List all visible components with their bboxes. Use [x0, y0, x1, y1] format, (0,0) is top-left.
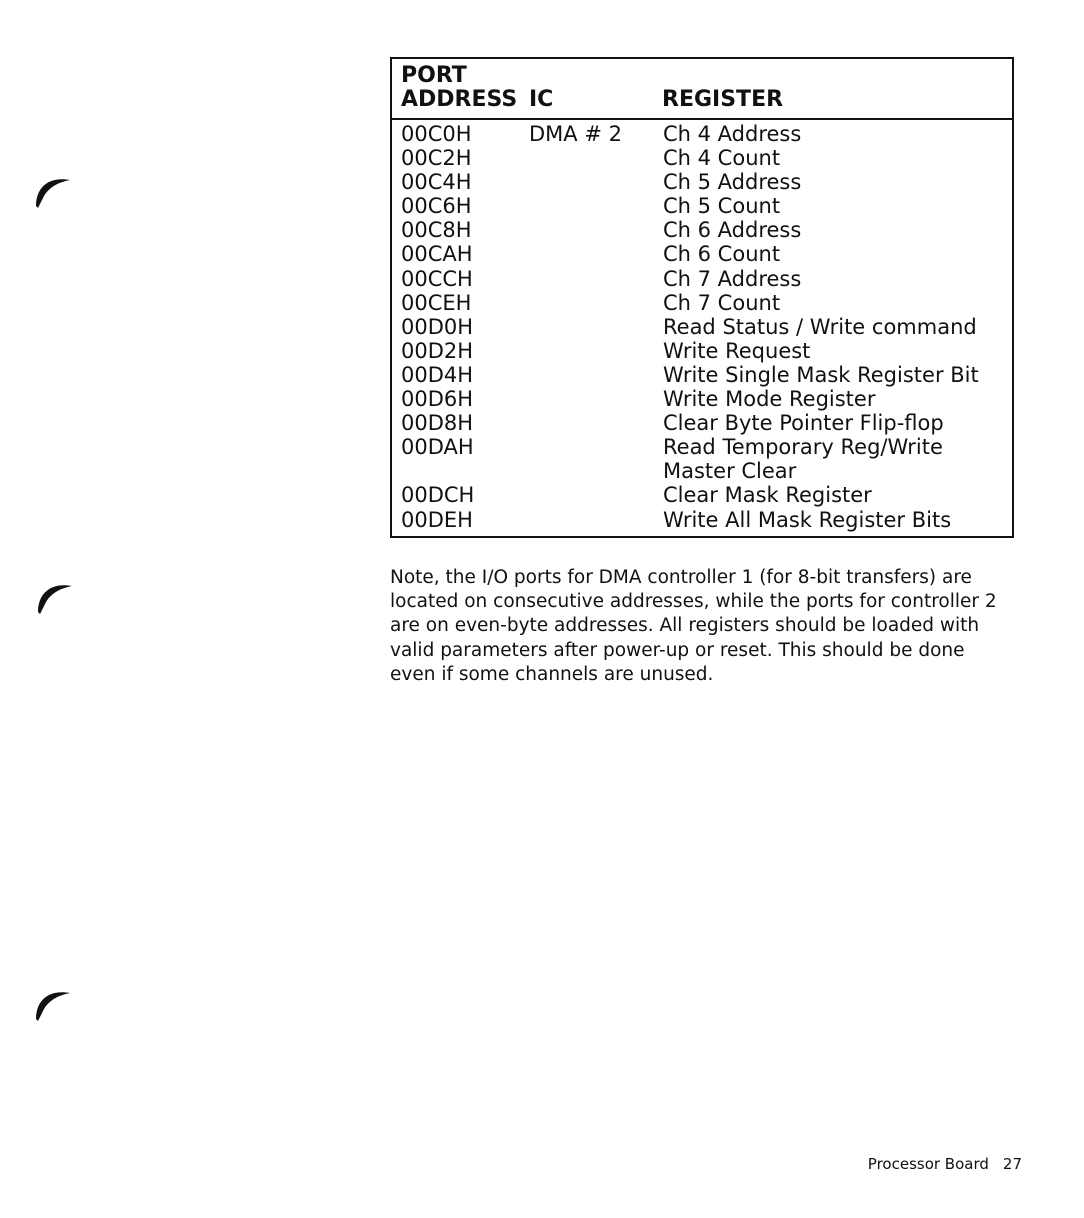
binder-hole-icon [34, 170, 74, 210]
header-address: ADDRESS [401, 87, 518, 112]
table-row [392, 339, 1012, 363]
table-body [392, 120, 1012, 532]
table-row [392, 411, 1012, 435]
footer-section-title: Processor Board [867, 1155, 989, 1173]
port-register-table [390, 57, 1014, 538]
header-ic: IC [529, 87, 554, 112]
header-port: PORT [401, 63, 467, 88]
register-cell: Ch 4 Address [663, 122, 802, 146]
register-cell: Ch 4 Count [663, 146, 781, 171]
register-cell: Write All Mask Register Bits [663, 507, 952, 532]
register-cell: Ch 7 Count [663, 290, 781, 315]
binder-hole-icon [36, 576, 76, 616]
port-address-cell: 00D2H [401, 338, 474, 363]
table-row [392, 315, 1012, 339]
ic-cell: DMA # 2 [529, 122, 622, 146]
port-address-cell: 00DEH [401, 507, 473, 532]
page-number: 27 [1002, 1155, 1022, 1173]
port-address-cell: 00C2H [401, 146, 472, 171]
register-cell: Write Single Mask Register Bit [663, 362, 979, 387]
port-address-cell: 00DAH [401, 435, 474, 460]
table-row [392, 267, 1012, 291]
port-address-cell: 00CEH [401, 290, 472, 315]
register-cell: Ch 7 Address [663, 266, 802, 291]
table-row [392, 483, 1012, 507]
table-row [392, 122, 1012, 146]
binder-hole-icon [34, 983, 74, 1023]
table-row [392, 291, 1012, 315]
table-row [392, 194, 1012, 218]
port-address-cell: 00D8H [401, 411, 474, 436]
binder-hole-mark-top [34, 170, 74, 210]
table-row [392, 218, 1012, 242]
register-cell: Write Request [663, 338, 811, 363]
port-address-cell: 00D4H [401, 362, 474, 387]
register-cell: Ch 6 Count [663, 242, 781, 267]
port-address-cell: 00C4H [401, 170, 472, 195]
register-cell: Read Status / Write command [663, 314, 977, 339]
table-row [392, 242, 1012, 266]
register-cell: Clear Mask Register [663, 483, 872, 508]
register-cell: Read Temporary Reg/Write Master Clear [663, 435, 943, 484]
register-cell: Write Mode Register [663, 387, 876, 412]
port-address-cell: 00D6H [401, 387, 474, 412]
register-cell: Clear Byte Pointer Flip-flop [663, 411, 944, 436]
table-row [392, 170, 1012, 194]
binder-hole-mark-bottom [34, 983, 74, 1023]
table-row [392, 387, 1012, 411]
table-row [392, 435, 1012, 483]
port-address-cell: 00D0H [401, 314, 474, 339]
table-row [392, 146, 1012, 170]
port-address-cell: 00CCH [401, 266, 473, 291]
port-address-cell: 00CAH [401, 242, 473, 267]
port-address-cell: 00C6H [401, 194, 472, 219]
port-address-cell: 00C8H [401, 218, 472, 243]
register-cell: Ch 6 Address [663, 218, 802, 243]
register-cell: Ch 5 Count [663, 194, 781, 219]
binder-hole-mark-middle [36, 576, 76, 616]
note-paragraph: Note, the I/O ports for DMA controller 1 (for 8-bit transfers) are located on consecutive addresses, while the ports for controller 2 are on even-byte addresses. All registers should be loaded with valid parameters after power-up or reset. This should be done even if some channels are unused. [390, 567, 997, 685]
page-footer [868, 1155, 1022, 1173]
header-register: REGISTER [662, 87, 784, 112]
port-address-cell: 00DCH [401, 483, 475, 508]
table-header [392, 59, 1012, 120]
port-address-cell: 00C0H [401, 122, 472, 146]
table-row [392, 508, 1012, 532]
table-row [392, 363, 1012, 387]
register-cell: Ch 5 Address [663, 170, 802, 195]
